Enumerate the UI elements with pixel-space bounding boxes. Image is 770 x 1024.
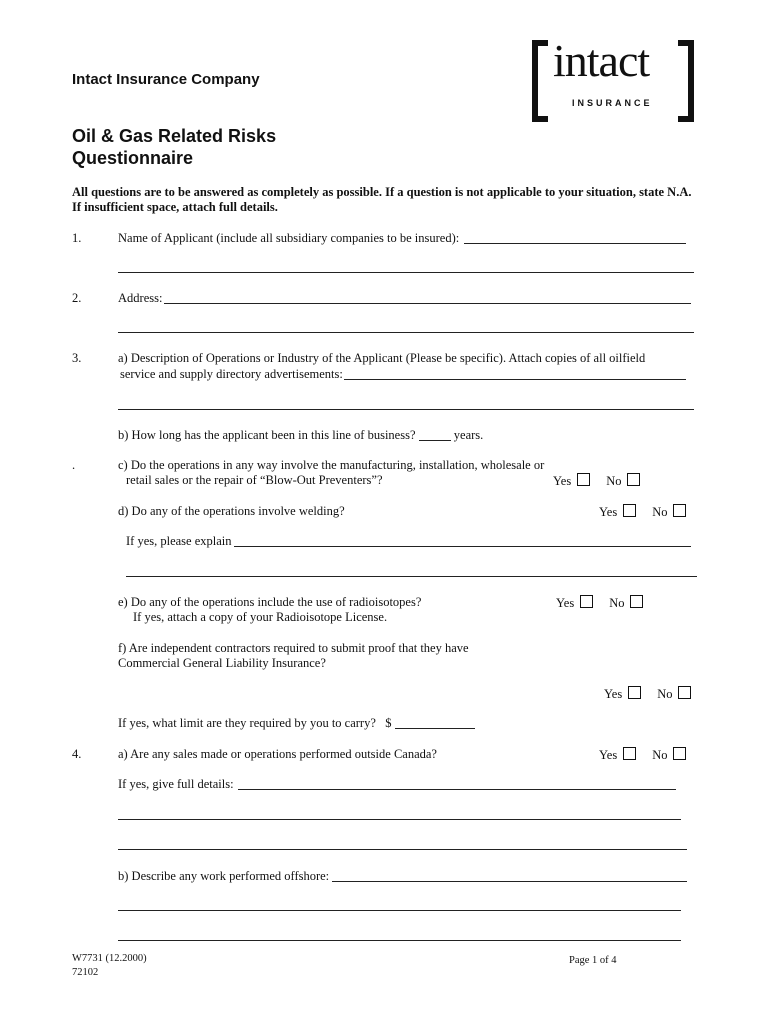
q3c-label-line-1: c) Do the operations in any way involve the manufacturing, installation, wholesale or [118,458,545,472]
q3f-label-line-2: Commercial General Liability Insurance? [118,656,326,670]
form-title-line-2: Questionnaire [72,148,194,168]
page-number: Page 1 of 4 [569,955,617,966]
logo-wordmark: intact [553,35,650,86]
q3f-limit-label: If yes, what limit are they required by you to carry? [118,716,376,730]
q3c-no-checkbox[interactable] [627,473,640,486]
q3e-label-line-2: If yes, attach a copy of your Radioisotope License. [133,610,388,624]
q3c-no-label: No [606,474,622,488]
q3c-label-line-2: retail sales or the repair of “Blow-Out Preventers”? [126,473,383,487]
q4b-label: b) Describe any work performed offshore: [118,869,330,883]
q3-number: 3. [72,351,82,365]
q3d-explain-field-cont[interactable] [126,576,697,577]
q2-number: 2. [72,291,82,305]
q1-label: Name of Applicant (include all subsidiary companies to be insured): [118,231,460,245]
q3e-label-line-1: e) Do any of the operations include the use of radioisotopes? [118,595,422,609]
logo-right-bracket [678,40,694,122]
q3d-no-label: No [652,505,668,519]
q3f-limit-row [118,716,475,731]
q3a-label-line-1: a) Description of Operations or Industry of the Applicant (Please be specific). Attach copies of all oilfield [118,351,646,365]
q3d-label: d) Do any of the operations involve welding? [118,504,345,518]
q4a-details-field-cont-1[interactable] [118,819,681,820]
q4a-no-label: No [652,748,668,762]
q3d-yes-no [599,504,686,520]
q3d-yes-label: Yes [599,505,618,519]
q3b-years-text: years. [453,428,484,442]
q1-number: 1. [72,231,82,245]
q4a-label: a) Are any sales made or operations performed outside Canada? [118,747,437,761]
form-code: W7731 (12.2000) [72,953,147,964]
q4a-yes-label: Yes [599,748,618,762]
q4a-details-label: If yes, give full details: [118,777,234,791]
q4b-offshore-field-cont-2[interactable] [118,940,681,941]
q4a-no-checkbox[interactable] [673,747,686,760]
q3d-yes-checkbox[interactable] [623,504,636,517]
q2-label: Address: [118,291,163,305]
q3f-no-label: No [657,687,673,701]
q4a-yes-no [599,747,686,763]
q3a-description-field[interactable] [344,379,686,380]
form-number: 72102 [72,967,99,978]
q4b-offshore-field-cont-1[interactable] [118,910,681,911]
q3d-explain-label: If yes, please explain [126,534,232,548]
q3d-no-checkbox[interactable] [673,504,686,517]
q3f-yes-no [604,686,691,702]
q4b-offshore-field[interactable] [332,881,687,882]
company-name: Intact Insurance Company [72,71,260,88]
q3e-no-checkbox[interactable] [630,595,643,608]
instructions-line-1: All questions are to be answered as completely as possible. If a question is not applicable to your situation, state N.A. [72,185,692,199]
intact-insurance-logo [532,35,694,114]
instructions-line-2: If insufficient space, attach full details. [72,200,278,214]
logo-left-bracket [532,40,548,122]
q3f-label-line-1: f) Are independent contractors required to submit proof that they have [118,641,469,655]
q4a-details-field[interactable] [238,789,676,790]
q2-address-field[interactable] [164,303,691,304]
q3d-explain-field[interactable] [234,546,691,547]
q3b-label-text: b) How long has the applicant been in this line of business? [118,428,416,442]
q4a-details-field-cont-2[interactable] [118,849,687,850]
q3f-yes-checkbox[interactable] [628,686,641,699]
q3e-yes-label: Yes [556,596,575,610]
q1-applicant-name-field[interactable] [464,243,686,244]
q3a-label-line-2: service and supply directory advertisements: [120,367,343,381]
q3f-dollar-sign: $ [385,716,392,730]
q3f-limit-field[interactable] [395,728,475,729]
q3e-no-label: No [609,596,625,610]
q3c-yes-checkbox[interactable] [577,473,590,486]
q3b-label [118,428,483,443]
q4a-yes-checkbox[interactable] [623,747,636,760]
q3e-yes-no [556,595,643,611]
logo-subtitle: INSURANCE [572,98,653,108]
q3b-years-field[interactable] [419,440,451,441]
q1-applicant-name-field-cont[interactable] [118,272,694,273]
q2-address-field-cont[interactable] [118,332,694,333]
q3e-yes-checkbox[interactable] [580,595,593,608]
q3a-description-field-cont[interactable] [118,409,694,410]
q3c-yes-label: Yes [553,474,572,488]
form-title-line-1: Oil & Gas Related Risks [72,126,277,146]
q4-number: 4. [72,747,82,761]
q3f-yes-label: Yes [604,687,623,701]
q3c-yes-no [553,473,640,489]
q3c-marker: . [72,458,76,472]
q3f-no-checkbox[interactable] [678,686,691,699]
